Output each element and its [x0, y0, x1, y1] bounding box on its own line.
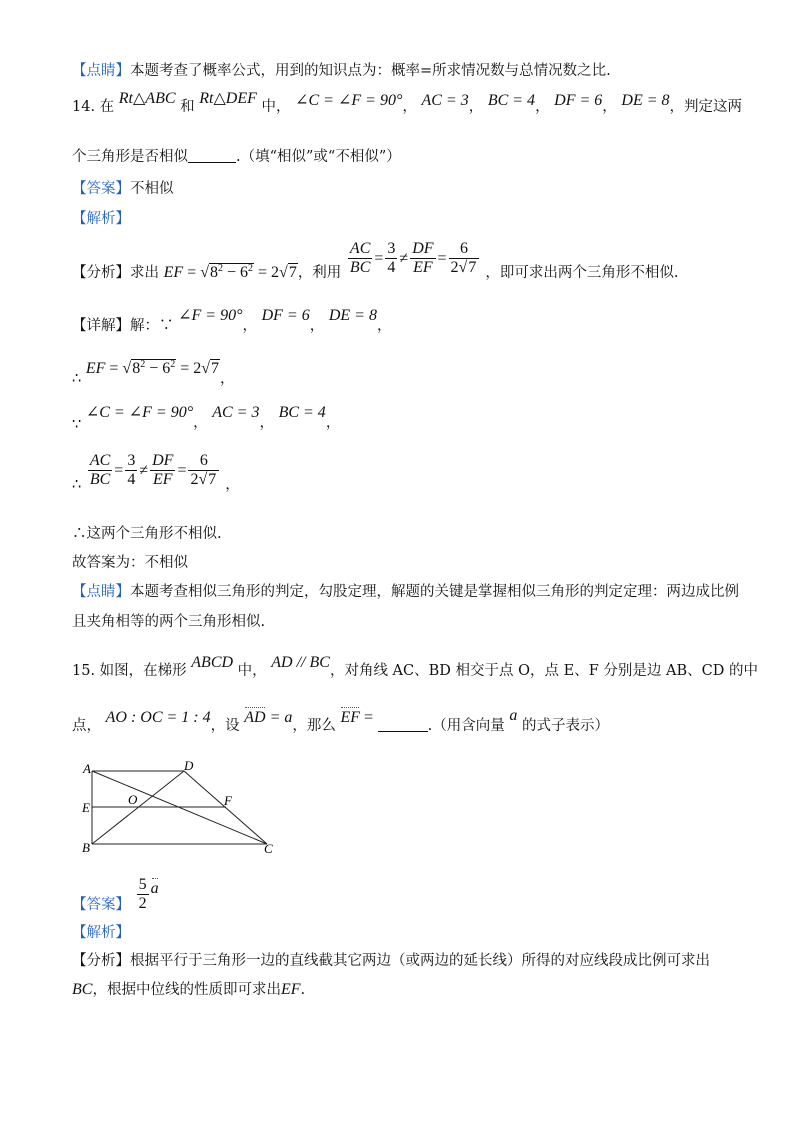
q14-answer-line — [72, 182, 174, 197]
q15-a-var: a — [509, 707, 518, 724]
xiangjie-jie: 解：∵ — [130, 318, 174, 334]
sqrt-icon: √ — [279, 263, 288, 281]
rad-base2: 6 — [162, 360, 171, 377]
rad-base1: 8 — [132, 360, 141, 377]
den: BC — [349, 259, 371, 277]
frac-df-ef — [410, 240, 435, 278]
xj-because-line — [72, 404, 341, 433]
equals-sign: = — [374, 249, 384, 267]
num: 3 — [125, 452, 137, 471]
comma: ， — [193, 415, 208, 431]
xj-de: DE = 8 — [328, 307, 377, 324]
comma: ， — [220, 371, 235, 387]
q14-angle-cond: ∠C = ∠F = 90° — [295, 92, 403, 109]
jiexi-tag: 【解析】 — [72, 211, 130, 227]
equals-sign: = — [437, 249, 447, 267]
equals-sign: = — [258, 263, 268, 281]
answer-tag: 【答案】 — [72, 896, 130, 913]
equals-sign: = — [360, 709, 374, 726]
answer-vec: a — [150, 879, 159, 897]
label-b: B — [82, 840, 90, 855]
label-o: O — [128, 792, 138, 807]
sqrt-icon: √ — [198, 471, 208, 489]
num: 5 — [137, 876, 149, 895]
xj-ac: AC = 3 — [212, 404, 260, 421]
q15-answer-expr — [135, 876, 159, 913]
den: 4 — [387, 259, 396, 277]
rad-minus: − — [145, 360, 163, 377]
ef-var: EF — [163, 263, 184, 281]
frac-3-4 — [125, 452, 137, 490]
q15-line1-tail: ，对角线 AC、BD 相交于点 O，点 E、F 分别是边 AB、CD 的中 — [329, 663, 758, 679]
frac-3-4 — [385, 240, 397, 278]
xj-ef-expr — [86, 359, 220, 377]
rad-sq2: 2 — [248, 262, 253, 274]
q15-parallel: AD // BC — [271, 654, 330, 671]
q14-line2-tail: .（填“相似”或“不相似”） — [236, 149, 401, 165]
q14-tri1: Rt△ABC — [118, 90, 176, 107]
q15-jiexi-line — [72, 926, 130, 941]
rad-base1: 8 — [209, 263, 218, 281]
num: 6 — [449, 240, 480, 259]
q14-sep: ， — [468, 99, 484, 115]
den-two: 2 — [450, 259, 459, 277]
den — [449, 259, 480, 277]
num: 6 — [188, 452, 219, 471]
frac-ac-bc — [88, 452, 112, 490]
label-d: D — [184, 760, 194, 773]
fenxi-bc: BC — [72, 981, 93, 998]
den-seven: 7 — [468, 259, 477, 277]
fenxi-ef-expr — [164, 264, 298, 281]
fenxi-pre: 求出 — [130, 264, 159, 281]
q15-line2-tail: .（用含向量 — [427, 718, 505, 734]
rad-sq1: 2 — [140, 359, 146, 370]
q15-then: ，那么 — [292, 718, 336, 734]
q15-abcd: ABCD — [191, 654, 234, 671]
fenxi-tag: 【分析】 — [72, 953, 130, 969]
q15-answer-line — [72, 876, 159, 914]
comma: ， — [225, 476, 240, 493]
fenxi-ef: EF — [280, 981, 301, 998]
equals-sign: = — [180, 360, 190, 377]
frac-ac-bc — [348, 240, 372, 278]
rad-minus: − — [222, 263, 240, 281]
num: DF — [150, 452, 175, 471]
q14-line2-text: 个三角形是否相似 — [72, 149, 188, 165]
rad-sq1: 2 — [217, 262, 223, 274]
dianjing-tag: 【点睛】 — [72, 584, 130, 600]
jiexi-tag: 【解析】 — [72, 925, 130, 941]
q14-xiangjie-line — [72, 307, 392, 334]
q15-fenxi-line2 — [72, 982, 305, 998]
rad-base2: 6 — [240, 263, 248, 281]
fenxi-mid: ，根据中位线的性质即可求出 — [92, 982, 281, 998]
label-e: E — [82, 800, 90, 815]
xj-ratio-line — [72, 452, 240, 493]
answer-blank[interactable] — [378, 731, 428, 732]
xj-therefore-ef — [72, 359, 235, 387]
den — [188, 471, 219, 489]
q14-and: 和 — [180, 99, 195, 115]
num: DF — [410, 240, 435, 259]
answer-tag: 【答案】 — [72, 181, 130, 197]
coef-two: 2 — [193, 360, 202, 377]
xj-bc: BC = 4 — [278, 404, 326, 421]
therefore-sign: ∴ — [72, 476, 82, 493]
comma: ， — [242, 318, 257, 334]
q15-line2 — [72, 707, 609, 734]
sqrt-icon: √ — [458, 259, 468, 277]
q14-bc: BC = 4 — [487, 92, 536, 109]
label-f: F — [224, 793, 232, 808]
comma: ， — [259, 415, 274, 431]
q14-line1 — [72, 90, 743, 115]
label-a: A — [83, 761, 91, 776]
q14-number: 14. 在 — [72, 99, 115, 115]
q14-sep: ， — [535, 99, 550, 115]
den-two: 2 — [190, 471, 199, 489]
q15-ef-expr — [340, 709, 373, 726]
frac-df-ef — [150, 452, 175, 490]
den-seven: 7 — [208, 471, 217, 489]
radicand-seven: 7 — [211, 360, 220, 377]
equals-sign: = — [109, 360, 119, 377]
q14-fenxi-line — [72, 240, 679, 281]
q15-line1 — [72, 654, 758, 679]
q15-ad-expr — [244, 709, 292, 726]
vec-ef: EF — [340, 709, 361, 726]
answer-blank[interactable] — [188, 162, 236, 163]
den: EF — [413, 259, 433, 277]
radicand-seven: 7 — [288, 263, 297, 281]
radicand — [131, 359, 176, 377]
equals-sign: = — [114, 461, 124, 479]
q14-ac: AC = 3 — [421, 92, 469, 109]
equals-sign: = — [187, 263, 197, 281]
q15-line2-pre: 点， — [72, 718, 101, 734]
because-sign: ∵ — [72, 417, 82, 433]
q14-sep: ， — [602, 99, 617, 115]
q15-set: ，设 — [210, 718, 240, 734]
q14-tri2: Rt△DEF — [199, 90, 257, 107]
comma: ， — [325, 415, 341, 431]
equals-sign: = — [177, 461, 187, 479]
dianjing-1-line — [72, 64, 611, 79]
xj-angle-f: ∠F = 90° — [178, 307, 243, 324]
therefore-sign: ∴ — [72, 371, 82, 387]
xj-df: DF = 6 — [261, 307, 310, 324]
xj-final: 故答案为：不相似 — [72, 555, 188, 571]
xj-conclusion: ∴这两个三角形不相似. — [72, 526, 222, 542]
fenxi-use: ，利用 — [297, 264, 342, 281]
radicand — [209, 263, 254, 281]
q14-dianjing-line2: 且夹角相等的两个三角形相似. — [72, 614, 266, 630]
frac-6-2r7 — [188, 452, 219, 490]
q14-tail1: ，判定这两 — [669, 99, 743, 115]
den: BC — [89, 471, 111, 489]
neq-sign: ≠ — [399, 249, 409, 267]
q14-sep: ， — [402, 99, 417, 115]
fenxi-tail: ，即可求出两个三角形不相似. — [485, 264, 679, 281]
den: EF — [153, 471, 173, 489]
q15-number: 15. 如图，在梯形 — [72, 663, 187, 679]
fenxi-ratio-expr — [346, 240, 485, 277]
den: 2 — [138, 895, 147, 913]
dianjing-text: 本题考查了概率公式，用到的知识点为：概率=所求情况数与总情况数之比. — [130, 63, 611, 79]
fenxi-tag: 【分析】 — [72, 264, 130, 281]
fenxi-end: . — [300, 982, 306, 998]
q15-in: 中， — [237, 663, 267, 679]
xiangjie-tag: 【详解】 — [72, 318, 130, 334]
vec-ad: AD — [244, 709, 266, 726]
sqrt-icon: √ — [122, 360, 132, 377]
xj-ratio-expr — [86, 452, 225, 489]
q15-ratio: AO : OC = 1 : 4 — [105, 709, 211, 726]
den: 4 — [127, 471, 136, 489]
frac-5-2 — [137, 876, 149, 914]
fenxi-text: 根据平行于三角形一边的直线截其它两边（或两边的延长线）所得的对应线段成比例可求出 — [130, 953, 710, 969]
q14-answer: 不相似 — [130, 181, 174, 197]
comma: ， — [309, 318, 325, 334]
q14-in: 中， — [261, 99, 291, 115]
q15-fenxi-line1 — [72, 954, 710, 969]
num: 3 — [385, 240, 397, 259]
q14-de: DE = 8 — [621, 92, 670, 109]
label-c: C — [264, 841, 273, 856]
q14-jiexi-line — [72, 212, 130, 227]
xj-angle-cond: ∠C = ∠F = 90° — [85, 404, 194, 421]
q14-line2 — [72, 150, 401, 165]
ef-var: EF — [85, 360, 106, 377]
dianjing-tag: 【点睛】 — [72, 63, 130, 79]
coef-two: 2 — [271, 263, 280, 281]
frac-6-2r7 — [449, 240, 480, 278]
comma: ， — [376, 318, 392, 334]
num: AC — [348, 240, 372, 259]
eq-a: = a — [265, 709, 293, 726]
neq-sign: ≠ — [139, 461, 149, 479]
sqrt-icon: √ — [200, 263, 209, 281]
q15-line2-tail2: 的式子表示） — [521, 718, 609, 734]
trapezoid-figure — [80, 760, 310, 860]
dianjing-text: 本题考查相似三角形的判定，勾股定理，解题的关键是掌握相似三角形的判定定理：两边成比例 — [130, 584, 739, 600]
sqrt-icon: √ — [201, 360, 211, 377]
num: AC — [88, 452, 112, 471]
q14-df: DF = 6 — [554, 92, 603, 109]
q14-dianjing-line1 — [72, 585, 739, 600]
rad-sq2: 2 — [170, 359, 176, 370]
